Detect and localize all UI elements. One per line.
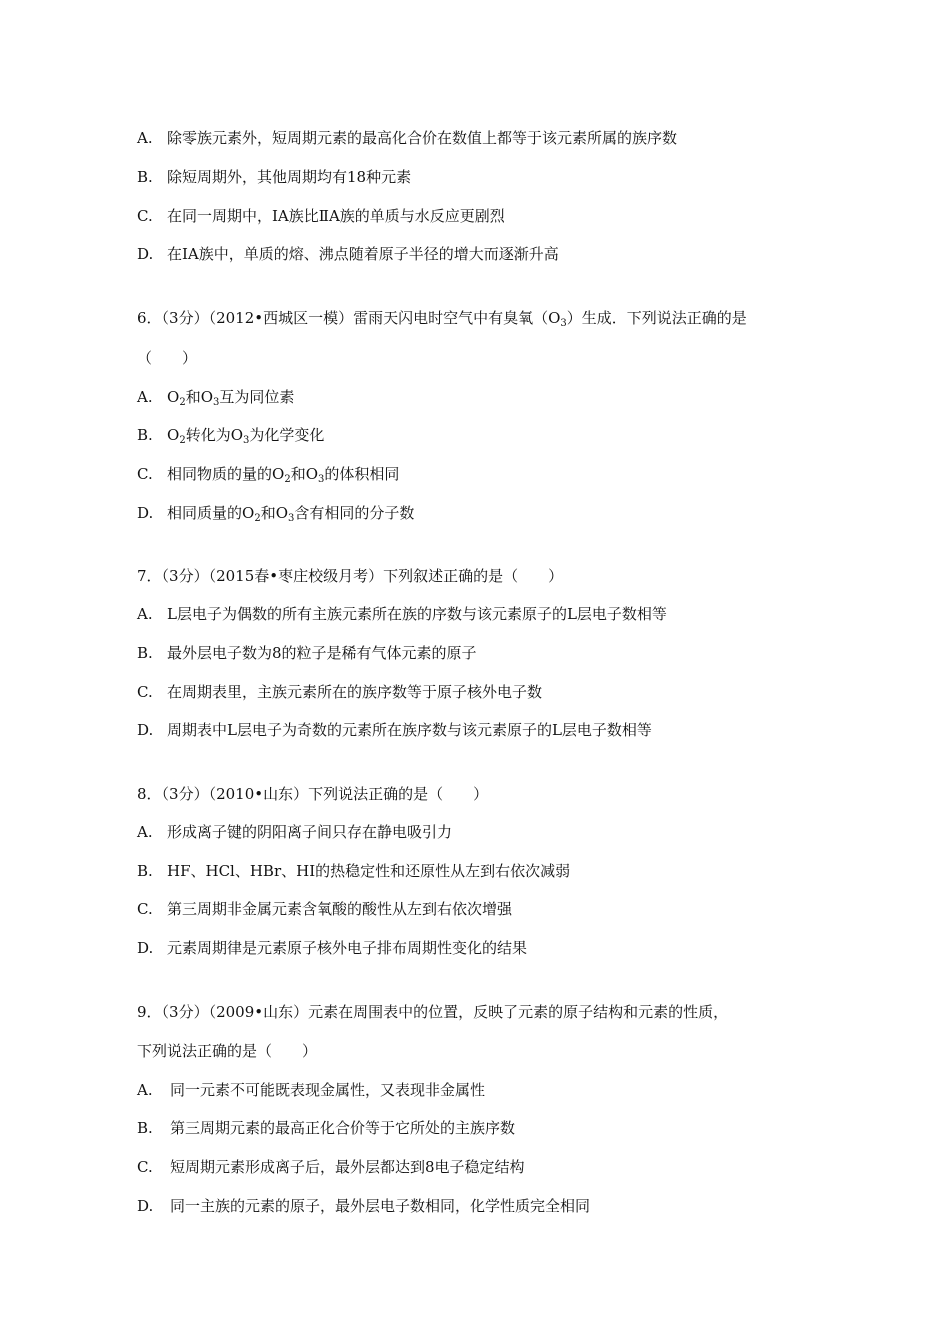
option-text: 除短周期外，其他周期均有18种元素	[167, 168, 412, 186]
option-text: 同一主族的元素的原子，最外层电子数相同，化学性质完全相同	[170, 1197, 591, 1215]
option-text: 含有相同的分子数	[294, 504, 415, 522]
subscript: 2	[284, 474, 291, 485]
option-label: B.	[137, 862, 153, 880]
option-text: 为化学变化	[249, 426, 325, 444]
option-label: A.	[137, 388, 153, 406]
option-text: HF、HCl、HBr、HI的热稳定性和还原性从左到右依次减弱	[167, 862, 571, 880]
q5-option-c	[137, 206, 850, 226]
q6-option-a	[137, 387, 850, 407]
option-label: D.	[137, 504, 154, 522]
q5-option-d	[137, 244, 850, 264]
q7-option-d	[137, 720, 850, 740]
option-text: 互为同位素	[219, 388, 295, 406]
option-label: B.	[137, 644, 153, 662]
q9-option-b	[137, 1118, 850, 1138]
option-label: A.	[137, 129, 153, 147]
q9-option-d	[137, 1196, 850, 1216]
option-text: 形成离子键的阴阳离子间只存在静电吸引力	[167, 823, 453, 841]
q9-stem-line2: 下列说法正确的是（ ）	[137, 1042, 318, 1060]
q9-option-a	[137, 1080, 850, 1100]
option-text: 第三周期非金属元素含氧酸的酸性从左到右依次增强	[167, 900, 513, 918]
option-label: A.	[137, 1081, 153, 1099]
q8-option-b	[137, 861, 850, 881]
option-text: 第三周期元素的最高正化合价等于它所处的主族序数	[170, 1119, 516, 1137]
option-text: 转化为O	[185, 426, 243, 444]
option-label: B.	[137, 168, 153, 186]
q6-stem-subscript: 3	[560, 318, 567, 329]
option-text: 和O	[260, 504, 288, 522]
q7-option-c	[137, 682, 850, 702]
option-text: O	[167, 388, 180, 406]
option-label: C.	[137, 900, 153, 918]
subscript: 2	[179, 435, 186, 446]
option-text: 相同物质的量的O	[167, 465, 285, 483]
q7-option-b	[137, 643, 850, 663]
subscript: 3	[288, 513, 295, 524]
option-text: 短周期元素形成离子后，最外层都达到8电子稳定结构	[170, 1158, 525, 1176]
option-text: O	[167, 426, 180, 444]
option-text: 和O	[185, 388, 213, 406]
q6-option-d	[137, 503, 850, 523]
option-text: 除零族元素外，短周期元素的最高化合价在数值上都等于该元素所属的族序数	[167, 129, 678, 147]
option-label: D.	[137, 245, 154, 263]
q8-option-d	[137, 938, 850, 958]
q6-stem-text-end: ）生成．下列说法正确的是	[566, 309, 747, 327]
option-text: 周期表中L层电子为奇数的元素所在族序数与该元素原子的L层电子数相等	[167, 721, 652, 739]
option-label: C.	[137, 1158, 153, 1176]
option-label: A.	[137, 823, 153, 841]
q5-option-b	[137, 167, 850, 187]
q5-option-a	[137, 128, 850, 148]
subscript: 2	[179, 397, 186, 408]
q7-option-a	[137, 604, 850, 624]
option-label: B.	[137, 426, 153, 444]
q9-option-c	[137, 1157, 850, 1177]
q8-stem: 8．（3分）（2010•山东）下列说法正确的是（ ）	[137, 785, 489, 803]
subscript: 3	[213, 397, 220, 408]
q6-stem	[137, 308, 850, 328]
option-label: C.	[137, 683, 153, 701]
q6-stem-text: 6．（3分）（2012•西城区一模）雷雨天闪电时空气中有臭氧（O	[137, 309, 561, 327]
option-label: B.	[137, 1119, 153, 1137]
option-label: D.	[137, 721, 154, 739]
option-label: A.	[137, 605, 153, 623]
option-label: C.	[137, 207, 153, 225]
q6-option-c	[137, 464, 850, 484]
option-text: 同一元素不可能既表现金属性，又表现非金属性	[170, 1081, 486, 1099]
option-label: C.	[137, 465, 153, 483]
option-text: 和O	[290, 465, 318, 483]
subscript: 3	[318, 474, 325, 485]
q6-option-b	[137, 425, 850, 445]
option-label: D.	[137, 1197, 154, 1215]
option-text: 元素周期律是元素原子核外电子排布周期性变化的结果	[167, 939, 528, 957]
option-text: 在ⅠA族中，单质的熔、沸点随着原子半径的增大而逐渐升高	[167, 245, 559, 263]
option-label: D.	[137, 939, 154, 957]
subscript: 3	[243, 435, 250, 446]
subscript: 2	[254, 513, 261, 524]
option-text: 在周期表里，主族元素所在的族序数等于原子核外电子数	[167, 683, 543, 701]
q9-stem-line1: 9．（3分）（2009•山东）元素在周围表中的位置，反映了元素的原子结构和元素的性质，	[137, 1003, 729, 1021]
option-text: 的体积相同	[324, 465, 400, 483]
q7-stem: 7．（3分）（2015春•枣庄校级月考）下列叙述正确的是（ ）	[137, 567, 564, 585]
q6-stem-blank: （ ）	[137, 349, 198, 367]
option-text: 相同质量的O	[167, 504, 255, 522]
q8-option-a	[137, 822, 850, 842]
option-text: 在同一周期中，ⅠA族比ⅡA族的单质与水反应更剧烈	[167, 207, 505, 225]
q8-option-c	[137, 899, 850, 919]
option-text: L层电子为偶数的所有主族元素所在族的序数与该元素原子的L层电子数相等	[167, 605, 667, 623]
option-text: 最外层电子数为8的粒子是稀有气体元素的原子	[167, 644, 477, 662]
